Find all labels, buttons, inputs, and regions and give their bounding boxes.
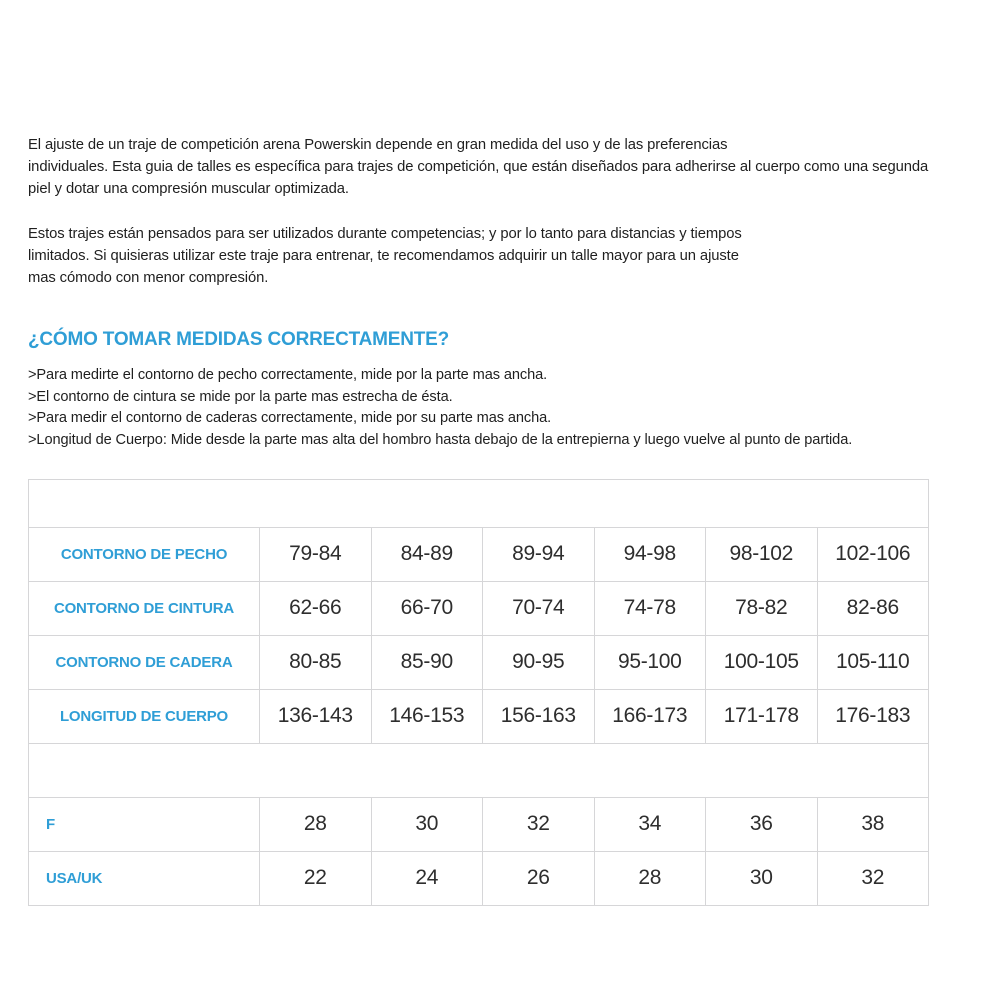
table-cell: 98-102 — [706, 527, 818, 581]
table-cell: 94-98 — [594, 527, 706, 581]
table-cell: 176-183 — [817, 689, 929, 743]
table-cell: 22 — [260, 851, 372, 905]
table-band-talle: TALLE — [29, 743, 929, 797]
table-cell: 78-82 — [706, 581, 818, 635]
table-cell: 95-100 — [594, 635, 706, 689]
table-cell: 28 — [260, 797, 372, 851]
row-label-size-usa-uk: USA/UK — [29, 851, 260, 905]
table-cell: 30 — [371, 797, 483, 851]
text-line: mas cómodo con menor compresión. — [28, 269, 269, 286]
table-cell: 102-106 — [817, 527, 929, 581]
size-guide-page — [28, 135, 940, 906]
table-band-medidas: MEDIDAS CORPORALES (en centímetros) — [29, 479, 929, 527]
table-cell: 26 — [483, 851, 595, 905]
table-cell: 105-110 — [817, 635, 929, 689]
table-row-size-f — [29, 797, 929, 851]
instruction-line-hip: >Para medir el contorno de caderas correctamente, mide por su parte mas ancha. — [28, 410, 552, 427]
table-cell: 24 — [371, 851, 483, 905]
table-cell: 62-66 — [260, 581, 372, 635]
table-cell: 66-70 — [371, 581, 483, 635]
row-label-size-f: F — [29, 797, 260, 851]
table-cell: 32 — [483, 797, 595, 851]
table-cell: 100-105 — [706, 635, 818, 689]
table-row-cuerpo — [29, 689, 929, 743]
table-row-cadera — [29, 635, 929, 689]
table-cell: 85-90 — [371, 635, 483, 689]
table-cell: 84-89 — [371, 527, 483, 581]
table-cell: 146-153 — [371, 689, 483, 743]
table-row-cintura — [29, 581, 929, 635]
table-cell: 32 — [817, 851, 929, 905]
row-label-cuerpo: LONGITUD DE CUERPO — [29, 689, 260, 743]
table-band-talle-row — [29, 743, 929, 797]
table-cell: 82-86 — [817, 581, 929, 635]
table-cell: 171-178 — [706, 689, 818, 743]
text-line: individuales. Esta guia de talles es específica para trajes de competición, que están diseñados para adherirse al cuerpo como una segunda — [28, 158, 929, 175]
table-cell: 79-84 — [260, 527, 372, 581]
table-cell: 70-74 — [483, 581, 595, 635]
table-cell: 34 — [594, 797, 706, 851]
row-label-cadera: CONTORNO DE CADERA — [29, 635, 260, 689]
row-label-cintura: CONTORNO DE CINTURA — [29, 581, 260, 635]
table-cell: 90-95 — [483, 635, 595, 689]
table-cell: 30 — [706, 851, 818, 905]
table-cell: 74-78 — [594, 581, 706, 635]
table-cell: 156-163 — [483, 689, 595, 743]
text-line: El ajuste de un traje de competición arena Powerskin depende en gran medida del uso y de las preferencias — [28, 137, 728, 153]
measuring-instructions — [28, 365, 940, 452]
table-cell: 136-143 — [260, 689, 372, 743]
table-cell: 89-94 — [483, 527, 595, 581]
instruction-line-chest: >Para medirte el contorno de pecho correctamente, mide por la parte mas ancha. — [28, 366, 548, 383]
table-cell: 28 — [594, 851, 706, 905]
table-cell: 36 — [706, 797, 818, 851]
instruction-line-torso: >Longitud de Cuerpo: Mide desde la parte mas alta del hombro hasta debajo de la entrepierna y luego vuelve al punto de partida. — [28, 432, 853, 449]
text-line: limitados. Si quisieras utilizar este traje para entrenar, te recomendamos adquirir un talle mayor para un ajuste — [28, 248, 739, 265]
instruction-line-waist: >El contorno de cintura se mide por la parte mas estrecha de ésta. — [28, 388, 453, 405]
table-cell: 38 — [817, 797, 929, 851]
intro-paragraph-1 — [28, 135, 940, 200]
section-heading: ¿CÓMO TOMAR MEDIDAS CORRECTAMENTE? — [28, 328, 450, 350]
table-cell: 166-173 — [594, 689, 706, 743]
table-cell: 80-85 — [260, 635, 372, 689]
table-row-pecho — [29, 527, 929, 581]
text-line: piel y dotar una compresión muscular optimizada. — [28, 180, 349, 197]
size-chart-table — [28, 479, 929, 906]
row-label-pecho: CONTORNO DE PECHO — [29, 527, 260, 581]
intro-paragraph-2 — [28, 224, 940, 289]
table-band-medidas-row — [29, 479, 929, 527]
table-row-size-usa-uk — [29, 851, 929, 905]
text-line: Estos trajes están pensados para ser utilizados durante competencias; y por lo tanto para distancias y tiempos — [28, 226, 742, 243]
